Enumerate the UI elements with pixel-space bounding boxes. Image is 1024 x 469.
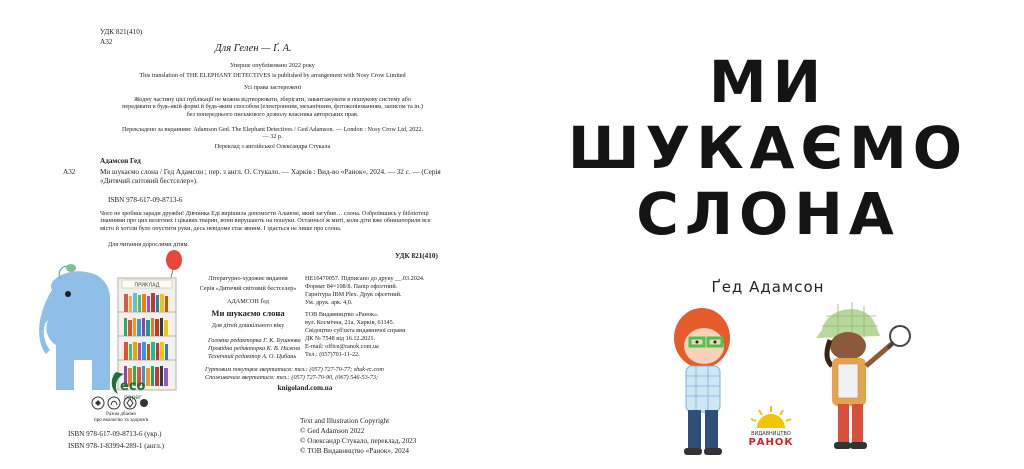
catalog-author: Адамсон Гед bbox=[100, 157, 141, 165]
copyright-3: © ТОВ Видавництво «Ранок», 2024 bbox=[300, 447, 409, 455]
mid-col-3: Ми шукаємо слона bbox=[211, 308, 285, 318]
mid-col-0: Літературно-художнє видання bbox=[208, 275, 288, 282]
isbn-ukr: ISBN 978-617-09-8713-6 (укр.) bbox=[68, 430, 162, 438]
rights-title: Усі права застережені bbox=[243, 84, 302, 91]
right-col-9: Тел.: (057)701-11-22. bbox=[305, 351, 360, 358]
eco-label: eco bbox=[120, 379, 146, 394]
site-link: knigoland.com.ua bbox=[277, 384, 333, 392]
right-col-6: Свідоцтво суб'єкта видавничої справи bbox=[305, 327, 406, 334]
mid-col-2: АДАМСОН Ґед bbox=[227, 298, 269, 305]
catalog-a32: А32 bbox=[63, 168, 76, 176]
title-line-3: СЛОНА bbox=[636, 180, 900, 248]
publisher-top: ВИДАВНИЦТВО bbox=[751, 431, 791, 437]
certification-logos bbox=[90, 396, 148, 410]
right-col-3: Ум. друк. арк. 4,0. bbox=[305, 299, 353, 306]
mid-col-4: Для дітей дошкільного віку bbox=[211, 322, 285, 329]
publisher-name: РАНОК bbox=[748, 437, 794, 448]
dedication: Для Гелен — Ґ. А. bbox=[215, 43, 292, 54]
readers-note: Для читання дорослими дітям. bbox=[108, 241, 189, 248]
elephant-icon bbox=[39, 271, 110, 390]
udk-top: УДК 821(410) bbox=[100, 28, 143, 36]
abstract: Чого не зробиш заради дружби! Дівчинка Еді вирішила допомогти Аланові, який загубив… слона. Озброївшись у бібліотеці знаннями про цих велетних і цікавих тварин, вони вирушають на пошуки. Останньої ж миті, коли діти вже обнишпорили все місто й хотіли було опустити руки, десь невідоме стає явним. І здається не лише про слона. bbox=[100, 210, 431, 232]
right-col-2: Гарнітура IBM Plex. Друк офсетний. bbox=[305, 291, 402, 298]
title-line-2: ШУКАЄМО bbox=[567, 114, 969, 182]
title-line-1: МИ bbox=[708, 48, 828, 116]
balloon-icon bbox=[166, 250, 182, 270]
copyright-2: © Олександр Стукало, переклад, 2023 bbox=[300, 437, 417, 445]
copyright-1: © Ged Adamson 2022 bbox=[300, 427, 365, 435]
isbn-eng: ISBN 978-1-83994-289-1 (англ.) bbox=[68, 442, 165, 450]
boy-illustration bbox=[662, 300, 742, 465]
right-col-5: вул. Космічна, 21а, Харків, 61145. bbox=[305, 319, 395, 326]
eco-caption: Разом дбаємо про екологію та здоров'я bbox=[93, 411, 149, 423]
eco-sub: paper bbox=[124, 394, 142, 401]
right-col-1: Формат 84×108/8. Папір офсетний. bbox=[305, 283, 398, 290]
reprint-note: Перекладено за виданням: Adamson Ged. The Elephant Detectives / Ged Adamson. — London : Nosy Crow Ltd, 2022. — 32 p. bbox=[121, 126, 424, 141]
udk-bottom: УДК 821(410) bbox=[395, 252, 438, 260]
buyers-wholesale: Гуртовим покупцям звертатися: тел.: (057) 727-70-77; shuk-rc.com bbox=[205, 366, 384, 373]
mid-col-7: Технічний редактор А. О. Цибань bbox=[208, 353, 297, 360]
isbn-main: ISBN 978-617-09-8713-6 bbox=[108, 196, 183, 204]
a32-top: А32 bbox=[100, 38, 113, 46]
translated-by: Переклад з англійської Олександра Стукала bbox=[214, 143, 331, 150]
copyright-0: Text and Illustration Copyright bbox=[300, 417, 390, 425]
right-col-8: E-mail: office@ranok.com.ua bbox=[305, 343, 379, 350]
sign-text: ПРИКЛАД bbox=[134, 282, 160, 289]
buyers-retail: Споживачам звертатися: тел.: (057) 727-70-90, (067) 546-53-73; bbox=[205, 374, 379, 381]
translation-note: This translation of THE ELEPHANT DETECTIVES is published by arrangement with Nosy Crow Limited bbox=[139, 72, 406, 79]
right-col-4: ТОВ Видавництво «Ранок». bbox=[305, 311, 379, 318]
catalog-record: Ми шукаємо слона / Гед Адамсон ; пер. з англ. О. Стукало. — Харків : Вид-во «Ранок», 2024. — 32 с. — (Серія «Дитячий світовий бестселер»). bbox=[100, 168, 441, 185]
mid-col-5: Головна редакторка Г. К. Бушнюва bbox=[208, 337, 301, 344]
mid-col-1: Серія «Дитячий світовий бестселер» bbox=[199, 285, 297, 292]
rights-body: Жодну частину цієї публікації не можна відтворювати, зберігати, завантажувати в пошукову систему або передавати в будь-якій формі й будь-яким способом (електронним, механічним, фотокопіюванням, записом та ін.) без попереднього письмового дозволу власника авторських прав. bbox=[122, 96, 423, 118]
title-page bbox=[512, 0, 1024, 469]
right-col-7: ДК № 7548 від 16.12.2021. bbox=[305, 335, 375, 342]
right-col-0: НЕ16470057. Підписано до друку __.03.2024. bbox=[305, 275, 425, 282]
girl-illustration bbox=[802, 296, 922, 461]
author-name: Ґед Адамсон bbox=[711, 278, 825, 296]
first-published: Уперше опубліковано 2022 року bbox=[230, 62, 315, 69]
mid-col-6: Провідна редакторка К. В. Нижня bbox=[208, 345, 300, 352]
ranok-sun-icon bbox=[749, 404, 793, 430]
